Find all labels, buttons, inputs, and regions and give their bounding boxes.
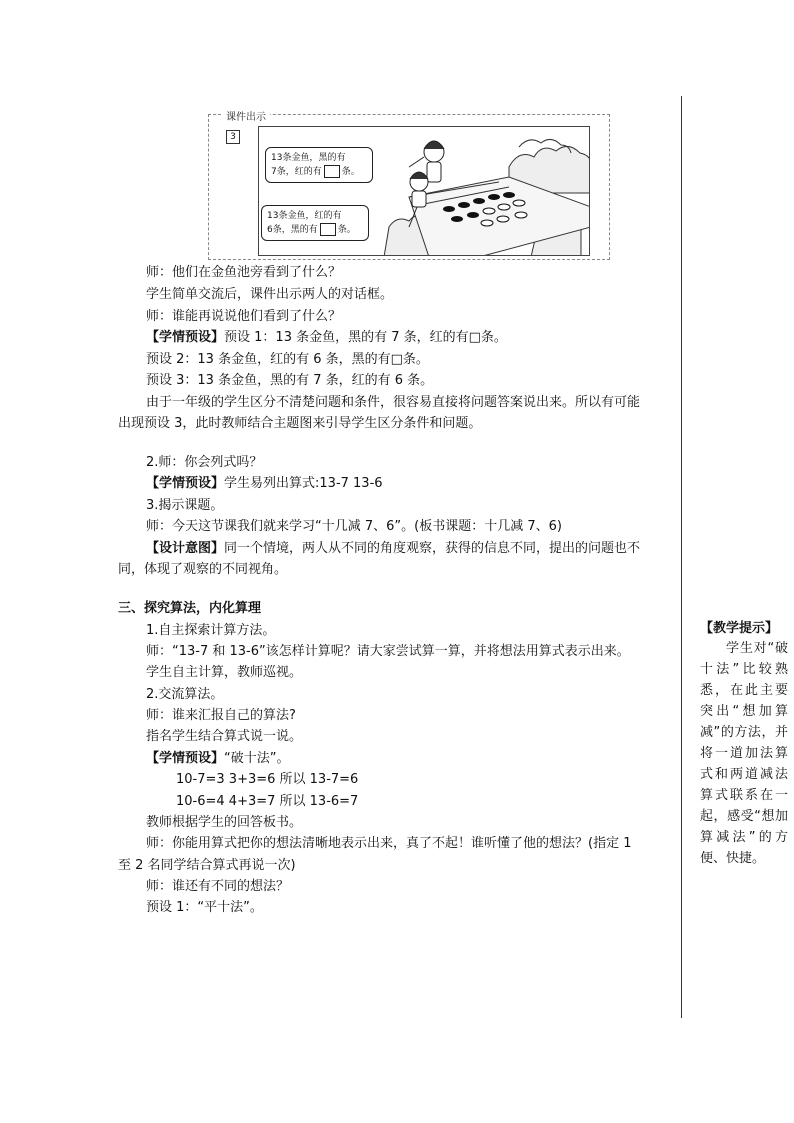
text-line: 师：谁能再说说他们看到了什么？ (146, 309, 342, 324)
tag-learning-preset: 【学情预设】 (146, 751, 225, 766)
text-line: 学生简单交流后，课件出示两人的对话框。 (146, 287, 394, 302)
courseware-figure (208, 108, 612, 260)
goldfish-pond-illustration (258, 126, 590, 256)
text-line: 3.揭示课题。 (146, 498, 224, 513)
tag-design-intent: 【设计意图】 (146, 541, 225, 556)
text-line: 【设计意图】同一个情境，两人从不同的角度观察，获得的信息不同，提出的问题也不 (146, 541, 641, 556)
speech-bubble-girl (265, 147, 373, 183)
tag-learning-preset: 【学情预设】 (146, 330, 225, 345)
text-line: 预设 2：13 条金鱼，红的有 6 条，黑的有□条。 (146, 352, 429, 367)
bubble1-line2-post: 条。 (341, 167, 360, 177)
text-line: 2.交流算法。 (146, 687, 224, 702)
bubble1-line1: 13条金鱼，黑的有 (271, 153, 346, 163)
bubble2-line1: 13条金鱼，红的有 (267, 211, 342, 221)
blank-box (324, 165, 340, 178)
bubble2-line2-post: 条。 (337, 225, 356, 235)
text-line: 师：“13-7 和 13-6”该怎样计算呢？请大家尝试算一算，并将想法用算式表示出来。 (146, 644, 630, 659)
text-line: 预设 1：“平十法”。 (146, 900, 263, 915)
sidebar-title: 【教学提示】 (700, 621, 779, 636)
margin-divider (681, 96, 682, 1018)
text-line: 由于一年级的学生区分不清楚问题和条件，很容易直接将问题答案说出来。所以有可能 (146, 395, 641, 410)
figure-caption: 课件出示 (222, 108, 270, 123)
text-line: 师：他们在金鱼池旁看到了什么？ (146, 265, 342, 280)
text-line: 2.师：你会列式吗？ (146, 455, 263, 470)
text-line: 预设 3：13 条金鱼，黑的有 7 条，红的有 6 条。 (146, 373, 434, 388)
text-line: 师：谁还有不同的想法？ (146, 879, 290, 894)
equation-line: 10-7=3 3+3=6 所以 13-7=6 (176, 772, 359, 787)
text-line: 同，体现了观察的不同视角。 (118, 562, 288, 577)
text-line: 至 2 名同学结合算式再说一次) (118, 858, 296, 873)
text-line: 【学情预设】预设 1：13 条金鱼，黑的有 7 条，红的有□条。 (146, 330, 507, 345)
text-line: 师：你能用算式把你的想法清晰地表示出来，真了不起！谁听懂了他的想法？(指定 1 (146, 836, 632, 851)
bubble1-line2-pre: 7条，红的有 (271, 167, 322, 177)
equation-line: 10-6=4 4+3=7 所以 13-6=7 (176, 794, 359, 809)
sidebar-text: 学生对“破十法”比较熟悉，在此主要突出“想加算减”的方法，并将一道加法算式和两道减法算式联系在一起，感受“想加算减法”的方便、快捷。 (700, 641, 788, 866)
text-line: 1.自主探索计算方法。 (146, 623, 276, 638)
text-line: 教师根据学生的回答板书。 (146, 815, 303, 830)
text-line: 学生自主计算，教师巡视。 (146, 665, 303, 680)
text-line: 出现预设 3，此时教师结合主题图来引导学生区分条件和问题。 (118, 416, 482, 431)
text-line: 指名学生结合算式说一说。 (146, 729, 303, 744)
text-line: 师：谁来汇报自己的算法? (146, 708, 296, 723)
text-line: 【学情预设】“破十法”。 (146, 751, 290, 766)
tag-learning-preset: 【学情预设】 (146, 476, 225, 491)
section-heading: 三、探究算法，内化算理 (118, 601, 262, 616)
text-line: 【学情预设】学生易列出算式:13-7 13-6 (146, 476, 383, 491)
text-line: 师：今天这节课我们就来学习“十几减 7、6”。(板书课题：十几减 7、6) (146, 519, 562, 534)
bubble2-line2-pre: 6条，黑的有 (267, 225, 318, 235)
speech-bubble-boy (261, 205, 369, 241)
figure-number: 3 (226, 130, 240, 144)
blank-box (320, 223, 336, 236)
